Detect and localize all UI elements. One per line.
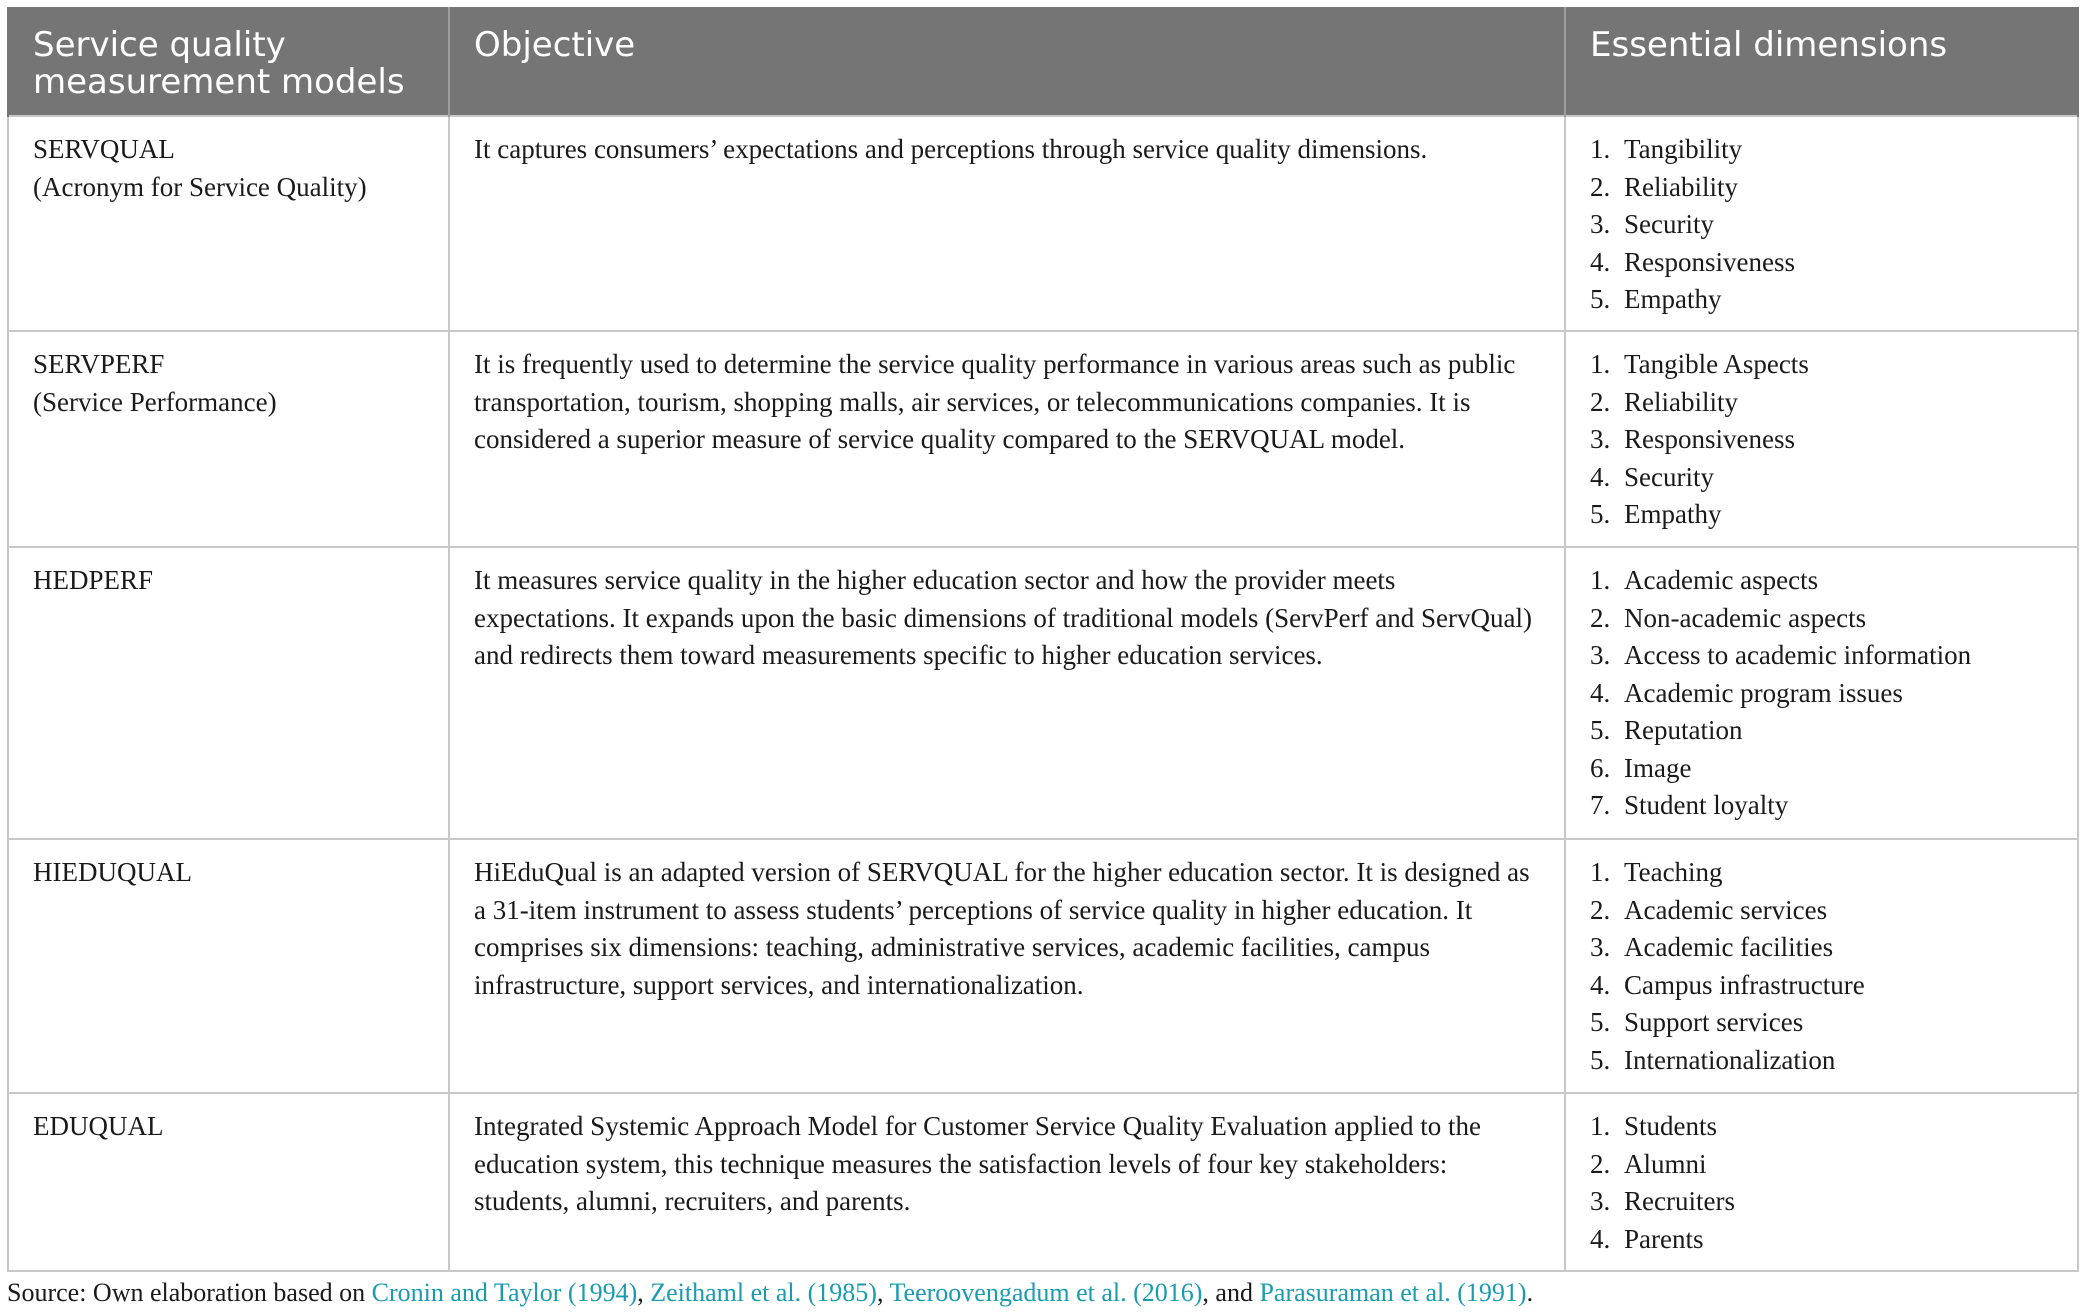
dimension-item	[1590, 1146, 2053, 1184]
dimension-number: 1.	[1590, 857, 1611, 887]
objective-text: It is frequently used to determine the service quality performance in various areas such as public transportation, tourism, shopping malls, air services, or telecommunications companies. It is considered a superior measure of service quality compared to the SERVQUAL model.	[474, 349, 1516, 454]
dimension-label: Tangible Aspects	[1624, 349, 1809, 379]
model-cell	[8, 1093, 449, 1271]
table-row	[8, 839, 2078, 1093]
header-models: Service quality measurement models	[8, 7, 449, 116]
dimension-label: Responsiveness	[1624, 424, 1795, 454]
objective-text: HiEduQual is an adapted version of SERVQUAL for the higher education sector. It is designed as a 31-item instrument to assess students’ perceptions of service quality in higher education. It comprises six dimensions: teaching, administrative services, academic facilities, campus infrastructure, support services, and internationalization.	[474, 857, 1530, 1000]
dimension-item	[1590, 244, 2053, 282]
dimension-item	[1590, 346, 2053, 384]
dimensions-cell	[1565, 839, 2078, 1093]
dimension-label: Academic aspects	[1624, 565, 1819, 595]
dimension-label: Support services	[1624, 1007, 1804, 1037]
dimension-label: Academic facilities	[1624, 932, 1834, 962]
objective-text: Integrated Systemic Approach Model for Customer Service Quality Evaluation applied to the education system, this technique measures the satisfaction levels of four key stakeholders: students, alumni, recruiters, and parents.	[474, 1111, 1481, 1216]
dimension-label: Non-academic aspects	[1624, 602, 1867, 633]
dimension-label: Students	[1624, 1111, 1718, 1141]
dimension-item	[1590, 967, 2053, 1005]
dimension-label: Academic program issues	[1624, 677, 1903, 708]
dimension-number: 1.	[1590, 1111, 1611, 1141]
dimension-item	[1590, 169, 2053, 207]
dimension-item	[1590, 854, 2053, 892]
dimension-number: 7.	[1590, 790, 1611, 820]
service-quality-models-table	[7, 7, 2079, 1272]
dimension-label: Alumni	[1624, 1148, 1707, 1179]
dimension-item	[1590, 459, 2053, 497]
dimension-number: 4.	[1590, 677, 1611, 708]
dimension-label: Teaching	[1624, 857, 1723, 887]
dimension-number: 2.	[1590, 386, 1611, 417]
header-dimensions: Essential dimensions	[1565, 7, 2078, 116]
objective-cell	[449, 1093, 1565, 1271]
dimension-item	[1590, 675, 2053, 713]
dimension-item	[1590, 384, 2053, 422]
source-suffix: .	[1526, 1278, 1534, 1307]
dimension-item	[1590, 281, 2053, 319]
dimension-number: 1.	[1590, 134, 1611, 164]
table-header	[8, 7, 2078, 116]
dimension-number: 3.	[1590, 209, 1611, 239]
dimension-item	[1590, 206, 2053, 244]
dimension-number: 3.	[1590, 424, 1611, 454]
dimension-number: 5.	[1590, 715, 1611, 745]
dimension-label: Reliability	[1624, 171, 1738, 202]
table-row	[8, 1093, 2078, 1271]
dimension-item	[1590, 929, 2053, 967]
source-prefix: Source: Own elaboration based on	[7, 1278, 372, 1307]
dimension-item	[1590, 421, 2053, 459]
objective-text: It captures consumers’ expectations and perceptions through service quality dimensions.	[474, 134, 1428, 164]
table-row	[8, 547, 2078, 839]
dimensions-cell	[1565, 331, 2078, 547]
model-cell	[8, 547, 449, 839]
objective-cell	[449, 547, 1565, 839]
dimension-item	[1590, 600, 2053, 638]
dimension-label: Recruiters	[1624, 1186, 1735, 1216]
objective-cell	[449, 331, 1565, 547]
source-separator: ,	[876, 1278, 890, 1307]
model-name: HEDPERF	[33, 565, 154, 595]
dimension-label: Internationalization	[1624, 1044, 1836, 1075]
dimension-number: 4.	[1590, 969, 1611, 1000]
service-quality-table-container	[7, 7, 2077, 1272]
dimension-number: 2.	[1590, 602, 1611, 633]
citation-link-teeroovengadum[interactable]: Teeroovengadum et al. (2016)	[889, 1278, 1203, 1307]
dimension-label: Student loyalty	[1624, 790, 1789, 820]
dimension-item	[1590, 1183, 2053, 1221]
dimension-label: Access to academic information	[1624, 640, 1972, 670]
table-row	[8, 116, 2078, 331]
dimensions-list	[1590, 854, 2053, 1079]
dimension-number: 2.	[1590, 894, 1611, 925]
dimensions-cell	[1565, 1093, 2078, 1271]
dimension-item	[1590, 1108, 2053, 1146]
dimension-label: Empathy	[1624, 284, 1722, 314]
dimensions-list	[1590, 1108, 2053, 1258]
header-row	[8, 7, 2078, 116]
table-body	[8, 116, 2078, 1271]
dimension-number: 5.	[1590, 284, 1611, 314]
model-name: SERVPERF	[33, 349, 165, 379]
dimension-item	[1590, 1004, 2053, 1042]
dimension-label: Security	[1624, 461, 1714, 492]
dimension-number: 6.	[1590, 752, 1611, 783]
dimension-number: 1.	[1590, 349, 1611, 379]
model-name: HIEDUQUAL	[33, 857, 192, 887]
dimension-number: 5.	[1590, 1044, 1611, 1075]
dimension-label: Reputation	[1624, 715, 1743, 745]
dimension-number: 4.	[1590, 461, 1611, 492]
dimension-number: 2.	[1590, 171, 1611, 202]
citation-link-zeithaml[interactable]: Zeithaml et al. (1985)	[650, 1278, 877, 1307]
dimension-label: Tangibility	[1624, 134, 1743, 164]
model-subtitle: (Acronym for Service Quality)	[33, 171, 367, 202]
dimension-label: Reliability	[1624, 386, 1738, 417]
dimensions-list	[1590, 346, 2053, 534]
dimensions-cell	[1565, 547, 2078, 839]
dimension-number: 4.	[1590, 246, 1611, 277]
dimension-number: 5.	[1590, 499, 1611, 529]
dimension-label: Parents	[1624, 1223, 1704, 1254]
dimension-label: Security	[1624, 209, 1714, 239]
dimension-item	[1590, 712, 2053, 750]
dimension-number: 3.	[1590, 640, 1611, 670]
model-cell	[8, 116, 449, 331]
model-name: EDUQUAL	[33, 1111, 164, 1141]
model-cell	[8, 839, 449, 1093]
dimension-number: 3.	[1590, 932, 1611, 962]
dimension-item	[1590, 562, 2053, 600]
dimension-item	[1590, 1221, 2053, 1259]
dimension-label: Academic services	[1624, 894, 1828, 925]
dimensions-cell	[1565, 116, 2078, 331]
dimension-label: Responsiveness	[1624, 246, 1795, 277]
objective-cell	[449, 116, 1565, 331]
model-cell	[8, 331, 449, 547]
dimensions-list	[1590, 562, 2053, 825]
dimension-number: 4.	[1590, 1223, 1611, 1254]
objective-cell	[449, 839, 1565, 1093]
dimension-item	[1590, 1042, 2053, 1080]
dimension-label: Image	[1624, 752, 1692, 783]
source-separator: ,	[637, 1278, 651, 1307]
model-name: SERVQUAL	[33, 134, 175, 164]
table-row	[8, 331, 2078, 547]
dimension-item	[1590, 787, 2053, 825]
dimension-number: 2.	[1590, 1148, 1611, 1179]
objective-text: It measures service quality in the higher education sector and how the provider meets expectations. It expands upon the basic dimensions of traditional models (ServPerf and ServQual) and redirects them toward measurements specific to higher education services.	[474, 565, 1532, 670]
source-separator: , and	[1202, 1278, 1260, 1307]
dimension-number: 3.	[1590, 1186, 1611, 1216]
citation-link-cronin-taylor[interactable]: Cronin and Taylor (1994)	[371, 1278, 638, 1307]
dimension-item	[1590, 637, 2053, 675]
dimension-number: 5.	[1590, 1007, 1611, 1037]
dimension-item	[1590, 750, 2053, 788]
dimension-item	[1590, 892, 2053, 930]
dimension-label: Empathy	[1624, 499, 1722, 529]
dimensions-list	[1590, 131, 2053, 319]
dimension-number: 1.	[1590, 565, 1611, 595]
dimension-item	[1590, 496, 2053, 534]
dimension-item	[1590, 131, 2053, 169]
header-objective: Objective	[449, 7, 1565, 116]
dimension-label: Campus infrastructure	[1624, 969, 1865, 1000]
source-note	[7, 1276, 1533, 1310]
model-subtitle: (Service Performance)	[33, 386, 277, 417]
citation-link-parasuraman[interactable]: Parasuraman et al. (1991)	[1259, 1278, 1527, 1307]
